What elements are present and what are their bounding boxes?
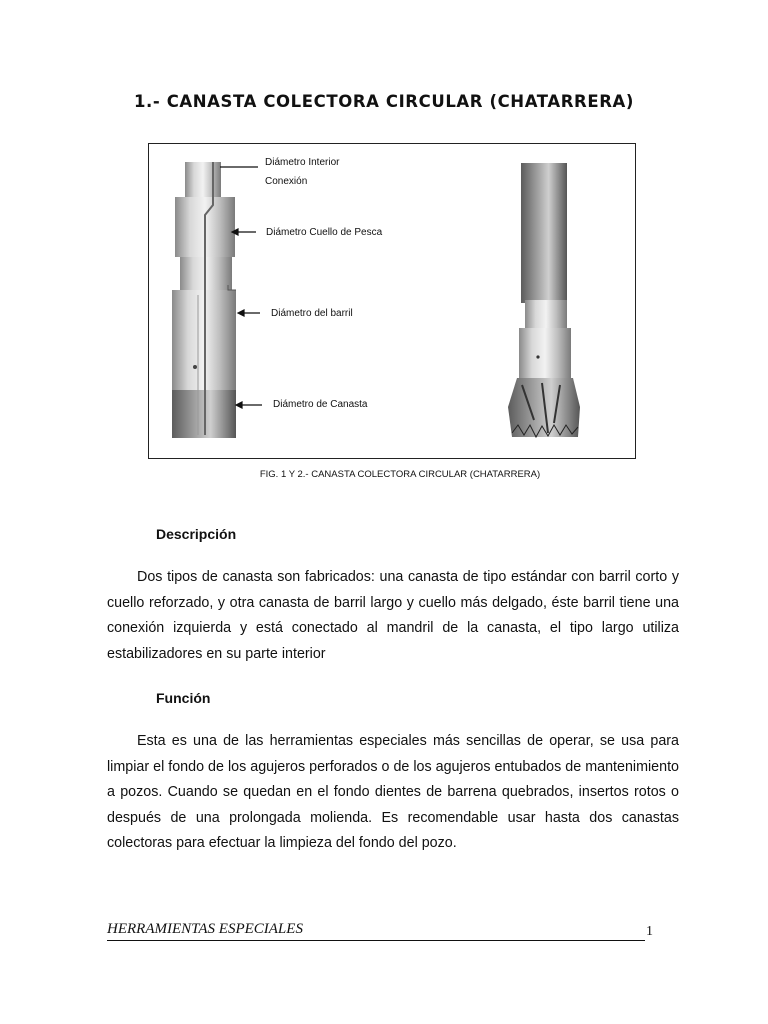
- paragraph-descripcion: Dos tipos de canasta son fabricados: una canasta de tipo estándar con barril corto y cuello reforzado, y otra canasta de barril largo y cuello más delgado, éste barril tiene una conexión izquierda y está conectado al mandril de la canasta, el tipo largo utiliza estabilizadores en su parte interior: [107, 569, 679, 662]
- page-number: 1: [646, 924, 653, 939]
- label-inner-diameter: Diámetro Interior: [265, 157, 340, 168]
- label-barrel: Diámetro del barril: [271, 308, 353, 319]
- label-connection: Conexión: [265, 176, 308, 187]
- section-heading-descripcion: Descripción: [156, 526, 237, 542]
- paragraph-funcion: Esta es una de las herramientas especiales más sencillas de operar, se usa para limpiar el fondo de los agujeros perforados o de los agujeros entubados de mantenimiento a pozos. Cuando se quedan en el fondo dientes de barrena quebrados, insertos rotos o después de una prolongada molienda. Es recomendable usar hasta dos canastas colectoras para efectuar la limpieza del fondo del pozo.: [107, 733, 679, 851]
- figure-illustration: [150, 145, 634, 457]
- footer-title: HERRAMIENTAS ESPECIALES: [107, 921, 645, 941]
- tool-photo-assembled: [508, 163, 580, 437]
- figure-caption: FIG. 1 Y 2.- CANASTA COLECTORA CIRCULAR (CHATARRERA): [259, 469, 541, 480]
- label-fishing-neck: Diámetro Cuello de Pesca: [266, 227, 383, 238]
- label-basket: Diámetro de Canasta: [273, 399, 368, 410]
- tool-diagram-cutaway: [172, 162, 236, 438]
- section-heading-funcion: Función: [156, 690, 211, 706]
- page-title: 1.- CANASTA COLECTORA CIRCULAR (CHATARRERA): [133, 92, 635, 111]
